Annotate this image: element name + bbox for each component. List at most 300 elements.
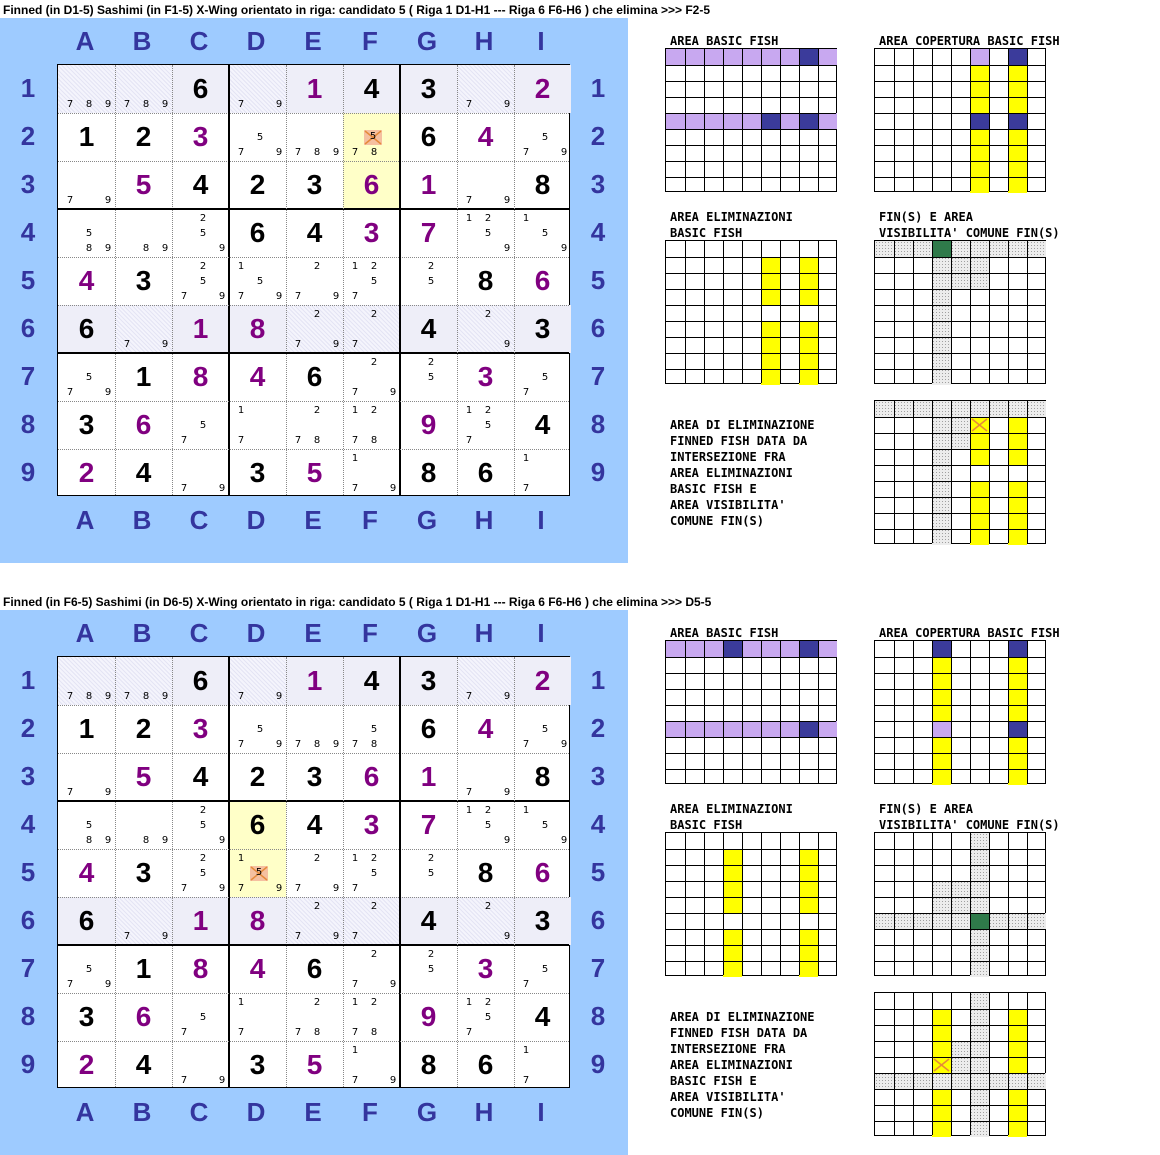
candidate-digit: 7	[351, 979, 359, 990]
sudoku-cell[interactable]	[172, 753, 229, 801]
sudoku-cell[interactable]	[400, 897, 457, 945]
sudoku-cell[interactable]	[514, 657, 571, 705]
sudoku-cell[interactable]	[229, 401, 286, 449]
sudoku-cell[interactable]	[343, 993, 400, 1041]
sudoku-cell[interactable]	[457, 161, 514, 209]
mini-line-vertical	[1008, 401, 1009, 543]
sudoku-cell[interactable]	[457, 897, 514, 945]
sudoku-cell[interactable]	[172, 1041, 229, 1089]
mini-cell	[799, 865, 818, 881]
sudoku-cell[interactable]	[400, 305, 457, 353]
mini-line-horizontal	[875, 737, 1045, 738]
mini-line-horizontal	[875, 1025, 1045, 1026]
candidate-digit: 5	[85, 372, 93, 383]
mini-line-horizontal	[875, 161, 1045, 162]
candidate-digit: 1	[522, 805, 530, 816]
mini-line-vertical	[1027, 241, 1028, 383]
candidate-digit: 2	[484, 997, 492, 1008]
sudoku-cell[interactable]	[400, 1041, 457, 1089]
box-line-vertical	[228, 657, 230, 1087]
sudoku-cell[interactable]	[400, 801, 457, 849]
sudoku-cell[interactable]	[514, 161, 571, 209]
mini-cell	[970, 513, 989, 529]
sudoku-cell[interactable]	[514, 401, 571, 449]
sudoku-cell[interactable]	[400, 945, 457, 993]
sudoku-cell[interactable]	[457, 945, 514, 993]
mini-line-horizontal	[875, 305, 1045, 306]
sudoku-cell[interactable]	[457, 993, 514, 1041]
mini-cell	[932, 497, 951, 513]
sudoku-cell[interactable]	[343, 449, 400, 497]
sudoku-cell[interactable]	[400, 449, 457, 497]
sudoku-cell[interactable]	[115, 657, 172, 705]
sudoku-cell[interactable]	[343, 353, 400, 401]
row-label: 2	[20, 713, 36, 743]
row-label: 4	[20, 809, 36, 839]
sudoku-cell[interactable]	[229, 657, 286, 705]
sudoku-cell[interactable]	[115, 161, 172, 209]
candidate-digit: 5	[256, 724, 264, 735]
sudoku-cell[interactable]	[343, 113, 400, 161]
sudoku-cell[interactable]	[286, 657, 343, 705]
mini-cell	[799, 257, 818, 273]
sudoku-cell[interactable]	[58, 257, 115, 305]
sudoku-cell[interactable]	[115, 401, 172, 449]
sudoku-cell[interactable]	[514, 849, 571, 897]
mini-line-vertical	[1027, 401, 1028, 543]
cell-line-vertical	[457, 65, 458, 495]
sudoku-cell[interactable]	[58, 753, 115, 801]
sudoku-cell[interactable]	[286, 801, 343, 849]
sudoku-cell[interactable]	[229, 753, 286, 801]
sudoku-cell[interactable]	[514, 945, 571, 993]
sudoku-cell[interactable]	[58, 209, 115, 257]
mini-cell	[1008, 1089, 1027, 1105]
sudoku-cell[interactable]	[229, 161, 286, 209]
sudoku-cell[interactable]	[400, 209, 457, 257]
mini-cell	[970, 1073, 989, 1089]
sudoku-cell[interactable]	[229, 897, 286, 945]
solved-digit: 5	[306, 1049, 323, 1080]
candidate-digit: 9	[161, 691, 169, 702]
sudoku-cell[interactable]	[172, 705, 229, 753]
mini-line-horizontal	[875, 145, 1045, 146]
mini-cell	[932, 1105, 951, 1121]
sudoku-cell[interactable]	[229, 113, 286, 161]
mini-line-vertical	[723, 49, 724, 191]
sudoku-cell[interactable]	[514, 65, 571, 113]
mini-line-horizontal	[875, 465, 1045, 466]
sudoku-cell[interactable]	[58, 897, 115, 945]
mini-cell	[1008, 481, 1027, 497]
sudoku-cell[interactable]	[115, 849, 172, 897]
sudoku-cell[interactable]	[172, 849, 229, 897]
candidate-digit: 7	[66, 99, 74, 110]
sudoku-cell[interactable]	[286, 705, 343, 753]
sudoku-cell[interactable]	[457, 401, 514, 449]
eliminated-candidate	[250, 866, 268, 881]
sudoku-cell[interactable]	[343, 401, 400, 449]
mini-cell	[1008, 513, 1027, 529]
sudoku-cell[interactable]	[229, 849, 286, 897]
given-digit: 8	[477, 857, 494, 888]
sudoku-cell[interactable]	[58, 705, 115, 753]
sudoku-grid	[57, 656, 570, 1088]
sudoku-cell[interactable]	[58, 657, 115, 705]
candidate-digit: 5	[541, 724, 549, 735]
mini-cell	[932, 673, 951, 689]
sudoku-cell[interactable]	[343, 897, 400, 945]
sudoku-cell[interactable]	[286, 1041, 343, 1089]
sudoku-cell[interactable]	[286, 257, 343, 305]
mini-cell	[818, 49, 837, 65]
given-digit: 6	[249, 217, 266, 248]
column-label: H	[474, 26, 494, 56]
sudoku-cell[interactable]	[286, 993, 343, 1041]
sudoku-cell[interactable]	[229, 257, 286, 305]
sudoku-cell[interactable]	[286, 449, 343, 497]
sudoku-cell[interactable]	[172, 993, 229, 1041]
mini-cell	[1027, 241, 1046, 257]
candidate-digit: 9	[332, 739, 340, 750]
candidate-digit: 8	[370, 1027, 378, 1038]
sudoku-cell[interactable]	[172, 65, 229, 113]
sudoku-cell[interactable]	[400, 849, 457, 897]
sudoku-cell[interactable]	[115, 801, 172, 849]
sudoku-cell[interactable]	[115, 705, 172, 753]
mini-line-vertical	[704, 49, 705, 191]
mini-cell	[1008, 1025, 1027, 1041]
sudoku-cell[interactable]	[343, 161, 400, 209]
sudoku-cell[interactable]	[286, 113, 343, 161]
sudoku-cell[interactable]	[400, 705, 457, 753]
candidate-digit: 2	[427, 949, 435, 960]
sudoku-cell[interactable]	[343, 705, 400, 753]
mini-line-horizontal	[875, 369, 1045, 370]
sudoku-cell[interactable]	[514, 705, 571, 753]
sudoku-cell[interactable]	[400, 657, 457, 705]
mini-cell	[932, 913, 951, 929]
sudoku-cell[interactable]	[514, 449, 571, 497]
candidate-digit: 9	[332, 147, 340, 158]
sudoku-cell[interactable]	[514, 209, 571, 257]
row-label: 9	[590, 457, 606, 487]
sudoku-cell[interactable]	[229, 945, 286, 993]
mini-cell	[742, 49, 761, 65]
sudoku-cell[interactable]	[400, 65, 457, 113]
cell-line-vertical	[286, 65, 287, 495]
candidate-digit: 5	[484, 228, 492, 239]
mini-line-horizontal	[666, 369, 836, 370]
sudoku-cell[interactable]	[115, 65, 172, 113]
column-label: G	[416, 1097, 438, 1127]
sudoku-cell[interactable]	[115, 897, 172, 945]
sudoku-cell[interactable]	[58, 993, 115, 1041]
sudoku-cell[interactable]	[115, 1041, 172, 1089]
mini-cell	[894, 913, 913, 929]
candidate-digit: 1	[351, 1045, 359, 1056]
sudoku-cell[interactable]	[514, 1041, 571, 1089]
mini-cell	[932, 449, 951, 465]
sudoku-cell[interactable]	[115, 945, 172, 993]
sudoku-cell[interactable]	[172, 209, 229, 257]
sudoku-cell[interactable]	[58, 1041, 115, 1089]
sudoku-cell[interactable]	[400, 257, 457, 305]
sudoku-cell[interactable]	[115, 305, 172, 353]
sudoku-cell[interactable]	[457, 449, 514, 497]
mini-cell	[932, 257, 951, 273]
candidate-digit: 9	[332, 931, 340, 942]
given-digit: 3	[420, 665, 437, 696]
sudoku-cell[interactable]	[286, 945, 343, 993]
sudoku-cell[interactable]	[457, 849, 514, 897]
mini-cell	[685, 49, 704, 65]
sudoku-cell[interactable]	[343, 849, 400, 897]
mini-line-horizontal	[666, 305, 836, 306]
given-digit: 1	[135, 361, 152, 392]
solved-digit: 1	[192, 905, 209, 936]
candidate-digit: 7	[294, 435, 302, 446]
sudoku-cell[interactable]	[400, 401, 457, 449]
mini-cell	[761, 337, 780, 353]
sudoku-cell[interactable]	[229, 1041, 286, 1089]
mini-line-horizontal	[875, 273, 1045, 274]
sudoku-cell[interactable]	[514, 801, 571, 849]
mini-cell	[1027, 1073, 1046, 1089]
sudoku-cell[interactable]	[58, 449, 115, 497]
sudoku-cell[interactable]	[457, 657, 514, 705]
sudoku-cell[interactable]	[343, 65, 400, 113]
sudoku-cell[interactable]	[400, 353, 457, 401]
mini-line-horizontal	[875, 497, 1045, 498]
sudoku-cell[interactable]	[115, 113, 172, 161]
sudoku-cell[interactable]	[343, 801, 400, 849]
sudoku-cell[interactable]	[400, 113, 457, 161]
row-label: 5	[590, 265, 606, 295]
sudoku-cell[interactable]	[457, 113, 514, 161]
candidate-digit: 2	[370, 997, 378, 1008]
candidate-digit: 1	[522, 1045, 530, 1056]
candidate-digit: 5	[370, 724, 378, 735]
sudoku-cell[interactable]	[172, 257, 229, 305]
sudoku-cell[interactable]	[514, 753, 571, 801]
sudoku-cell[interactable]	[229, 801, 286, 849]
sudoku-cell[interactable]	[343, 753, 400, 801]
cell-line-vertical	[343, 657, 344, 1087]
mini-line-horizontal	[875, 657, 1045, 658]
sudoku-cell[interactable]	[286, 209, 343, 257]
mini-cell	[932, 1089, 951, 1105]
candidate-digit: 5	[427, 868, 435, 879]
mini-cell	[932, 305, 951, 321]
sudoku-cell[interactable]	[229, 353, 286, 401]
sudoku-cell[interactable]	[400, 161, 457, 209]
sudoku-cell[interactable]	[172, 401, 229, 449]
sudoku-cell[interactable]	[457, 753, 514, 801]
mini-cell	[932, 289, 951, 305]
sudoku-cell[interactable]	[286, 65, 343, 113]
sudoku-cell[interactable]	[58, 849, 115, 897]
sudoku-cell[interactable]	[400, 993, 457, 1041]
sudoku-cell[interactable]	[115, 257, 172, 305]
sudoku-cell[interactable]	[172, 161, 229, 209]
sudoku-cell[interactable]	[514, 305, 571, 353]
sudoku-cell[interactable]	[229, 65, 286, 113]
sudoku-cell[interactable]	[172, 945, 229, 993]
sudoku-cell[interactable]	[400, 753, 457, 801]
sudoku-cell[interactable]	[457, 801, 514, 849]
sudoku-cell[interactable]	[115, 209, 172, 257]
sudoku-cell[interactable]	[457, 353, 514, 401]
mini-line-horizontal	[875, 1041, 1045, 1042]
sudoku-cell[interactable]	[457, 1041, 514, 1089]
sudoku-cell[interactable]	[172, 353, 229, 401]
sudoku-cell[interactable]	[229, 705, 286, 753]
sudoku-cell[interactable]	[286, 353, 343, 401]
row-label: 8	[20, 409, 36, 439]
sudoku-cell[interactable]	[172, 657, 229, 705]
sudoku-cell[interactable]	[286, 849, 343, 897]
given-digit: 8	[477, 265, 494, 296]
mini-line-vertical	[970, 641, 971, 783]
mini-line-horizontal	[666, 257, 836, 258]
given-digit: 8	[534, 761, 551, 792]
sudoku-cell[interactable]	[172, 897, 229, 945]
sudoku-cell[interactable]	[58, 65, 115, 113]
candidate-digit: 9	[560, 835, 568, 846]
sudoku-cell[interactable]	[172, 449, 229, 497]
column-label: G	[416, 505, 438, 535]
sudoku-cell[interactable]	[172, 305, 229, 353]
sudoku-cell[interactable]	[343, 1041, 400, 1089]
mini-cell	[913, 241, 932, 257]
given-digit: 2	[135, 121, 152, 152]
cell-line-horizontal	[58, 897, 569, 898]
candidate-digit: 1	[465, 805, 473, 816]
sudoku-cell[interactable]	[457, 305, 514, 353]
mini-line-vertical	[913, 993, 914, 1135]
sudoku-cell[interactable]	[58, 801, 115, 849]
candidate-digit: 5	[370, 276, 378, 287]
sudoku-cell[interactable]	[58, 305, 115, 353]
mini-cell	[989, 1073, 1008, 1089]
sudoku-cell[interactable]	[343, 657, 400, 705]
sudoku-cell[interactable]	[514, 897, 571, 945]
sudoku-cell[interactable]	[172, 801, 229, 849]
candidate-digit: 5	[427, 276, 435, 287]
given-digit: 6	[249, 809, 266, 840]
candidate-digit: 2	[370, 853, 378, 864]
mini-line-vertical	[970, 833, 971, 975]
mini-cell	[970, 529, 989, 545]
mini-line-vertical	[932, 49, 933, 191]
sudoku-cell[interactable]	[58, 353, 115, 401]
sudoku-cell[interactable]	[286, 305, 343, 353]
mini-grid	[665, 832, 837, 976]
sudoku-cell[interactable]	[229, 209, 286, 257]
sudoku-cell[interactable]	[457, 257, 514, 305]
sudoku-cell[interactable]	[172, 113, 229, 161]
candidate-digit: 8	[370, 435, 378, 446]
solved-digit: 3	[477, 953, 494, 984]
candidate-digit: 7	[294, 147, 302, 158]
solved-digit: 4	[477, 121, 494, 152]
sudoku-cell[interactable]	[514, 257, 571, 305]
sudoku-cell[interactable]	[343, 209, 400, 257]
solved-digit: 1	[192, 313, 209, 344]
row-label: 4	[590, 217, 606, 247]
mini-line-vertical	[1027, 993, 1028, 1135]
sudoku-cell[interactable]	[343, 945, 400, 993]
sudoku-cell[interactable]	[343, 305, 400, 353]
mini-line-vertical	[1008, 833, 1009, 975]
mini-cell	[970, 1057, 989, 1073]
sudoku-cell[interactable]	[115, 353, 172, 401]
mini-cell	[780, 641, 799, 657]
sudoku-cell[interactable]	[286, 753, 343, 801]
row-label: 3	[590, 761, 606, 791]
row-label: 8	[590, 409, 606, 439]
sudoku-cell[interactable]	[286, 401, 343, 449]
candidate-digit: 9	[389, 387, 397, 398]
row-label: 7	[590, 361, 606, 391]
sudoku-cell[interactable]	[229, 305, 286, 353]
sudoku-cell[interactable]	[514, 113, 571, 161]
sudoku-cell[interactable]	[457, 705, 514, 753]
mini-cell	[1008, 497, 1027, 513]
column-label: B	[132, 26, 152, 56]
sudoku-cell[interactable]	[514, 353, 571, 401]
candidate-digit: 9	[161, 243, 169, 254]
sudoku-cell[interactable]	[115, 449, 172, 497]
sudoku-cell[interactable]	[58, 945, 115, 993]
sudoku-cell[interactable]	[58, 401, 115, 449]
mini-cell	[666, 49, 685, 65]
candidate-digit: 9	[503, 339, 511, 350]
mini-line-horizontal	[666, 161, 836, 162]
sudoku-cell[interactable]	[58, 161, 115, 209]
mini-cell	[970, 65, 989, 81]
column-label: H	[474, 1097, 494, 1127]
mini-cell	[951, 913, 970, 929]
candidate-digit: 1	[237, 853, 245, 864]
candidate-digit: 5	[255, 867, 263, 878]
mini-line-vertical	[761, 833, 762, 975]
candidate-digit: 7	[66, 387, 74, 398]
candidate-digit: 9	[503, 787, 511, 798]
sudoku-cell[interactable]	[457, 65, 514, 113]
sudoku-cell[interactable]	[286, 897, 343, 945]
sudoku-cell[interactable]	[229, 993, 286, 1041]
sudoku-cell[interactable]	[229, 449, 286, 497]
mini-grid	[665, 240, 837, 384]
given-digit: 1	[78, 713, 95, 744]
sudoku-cell[interactable]	[286, 161, 343, 209]
candidate-digit: 1	[351, 405, 359, 416]
sudoku-cell[interactable]	[343, 257, 400, 305]
mini-cell	[932, 433, 951, 449]
sudoku-cell[interactable]	[115, 993, 172, 1041]
mini-cell	[951, 1041, 970, 1057]
mini-line-vertical	[1027, 49, 1028, 191]
sudoku-cell[interactable]	[58, 113, 115, 161]
sudoku-cell[interactable]	[457, 209, 514, 257]
mini-line-horizontal	[875, 417, 1045, 418]
sudoku-cell[interactable]	[115, 753, 172, 801]
box-line-horizontal	[58, 800, 569, 802]
sudoku-cell[interactable]	[514, 993, 571, 1041]
mini-grid	[874, 992, 1046, 1136]
